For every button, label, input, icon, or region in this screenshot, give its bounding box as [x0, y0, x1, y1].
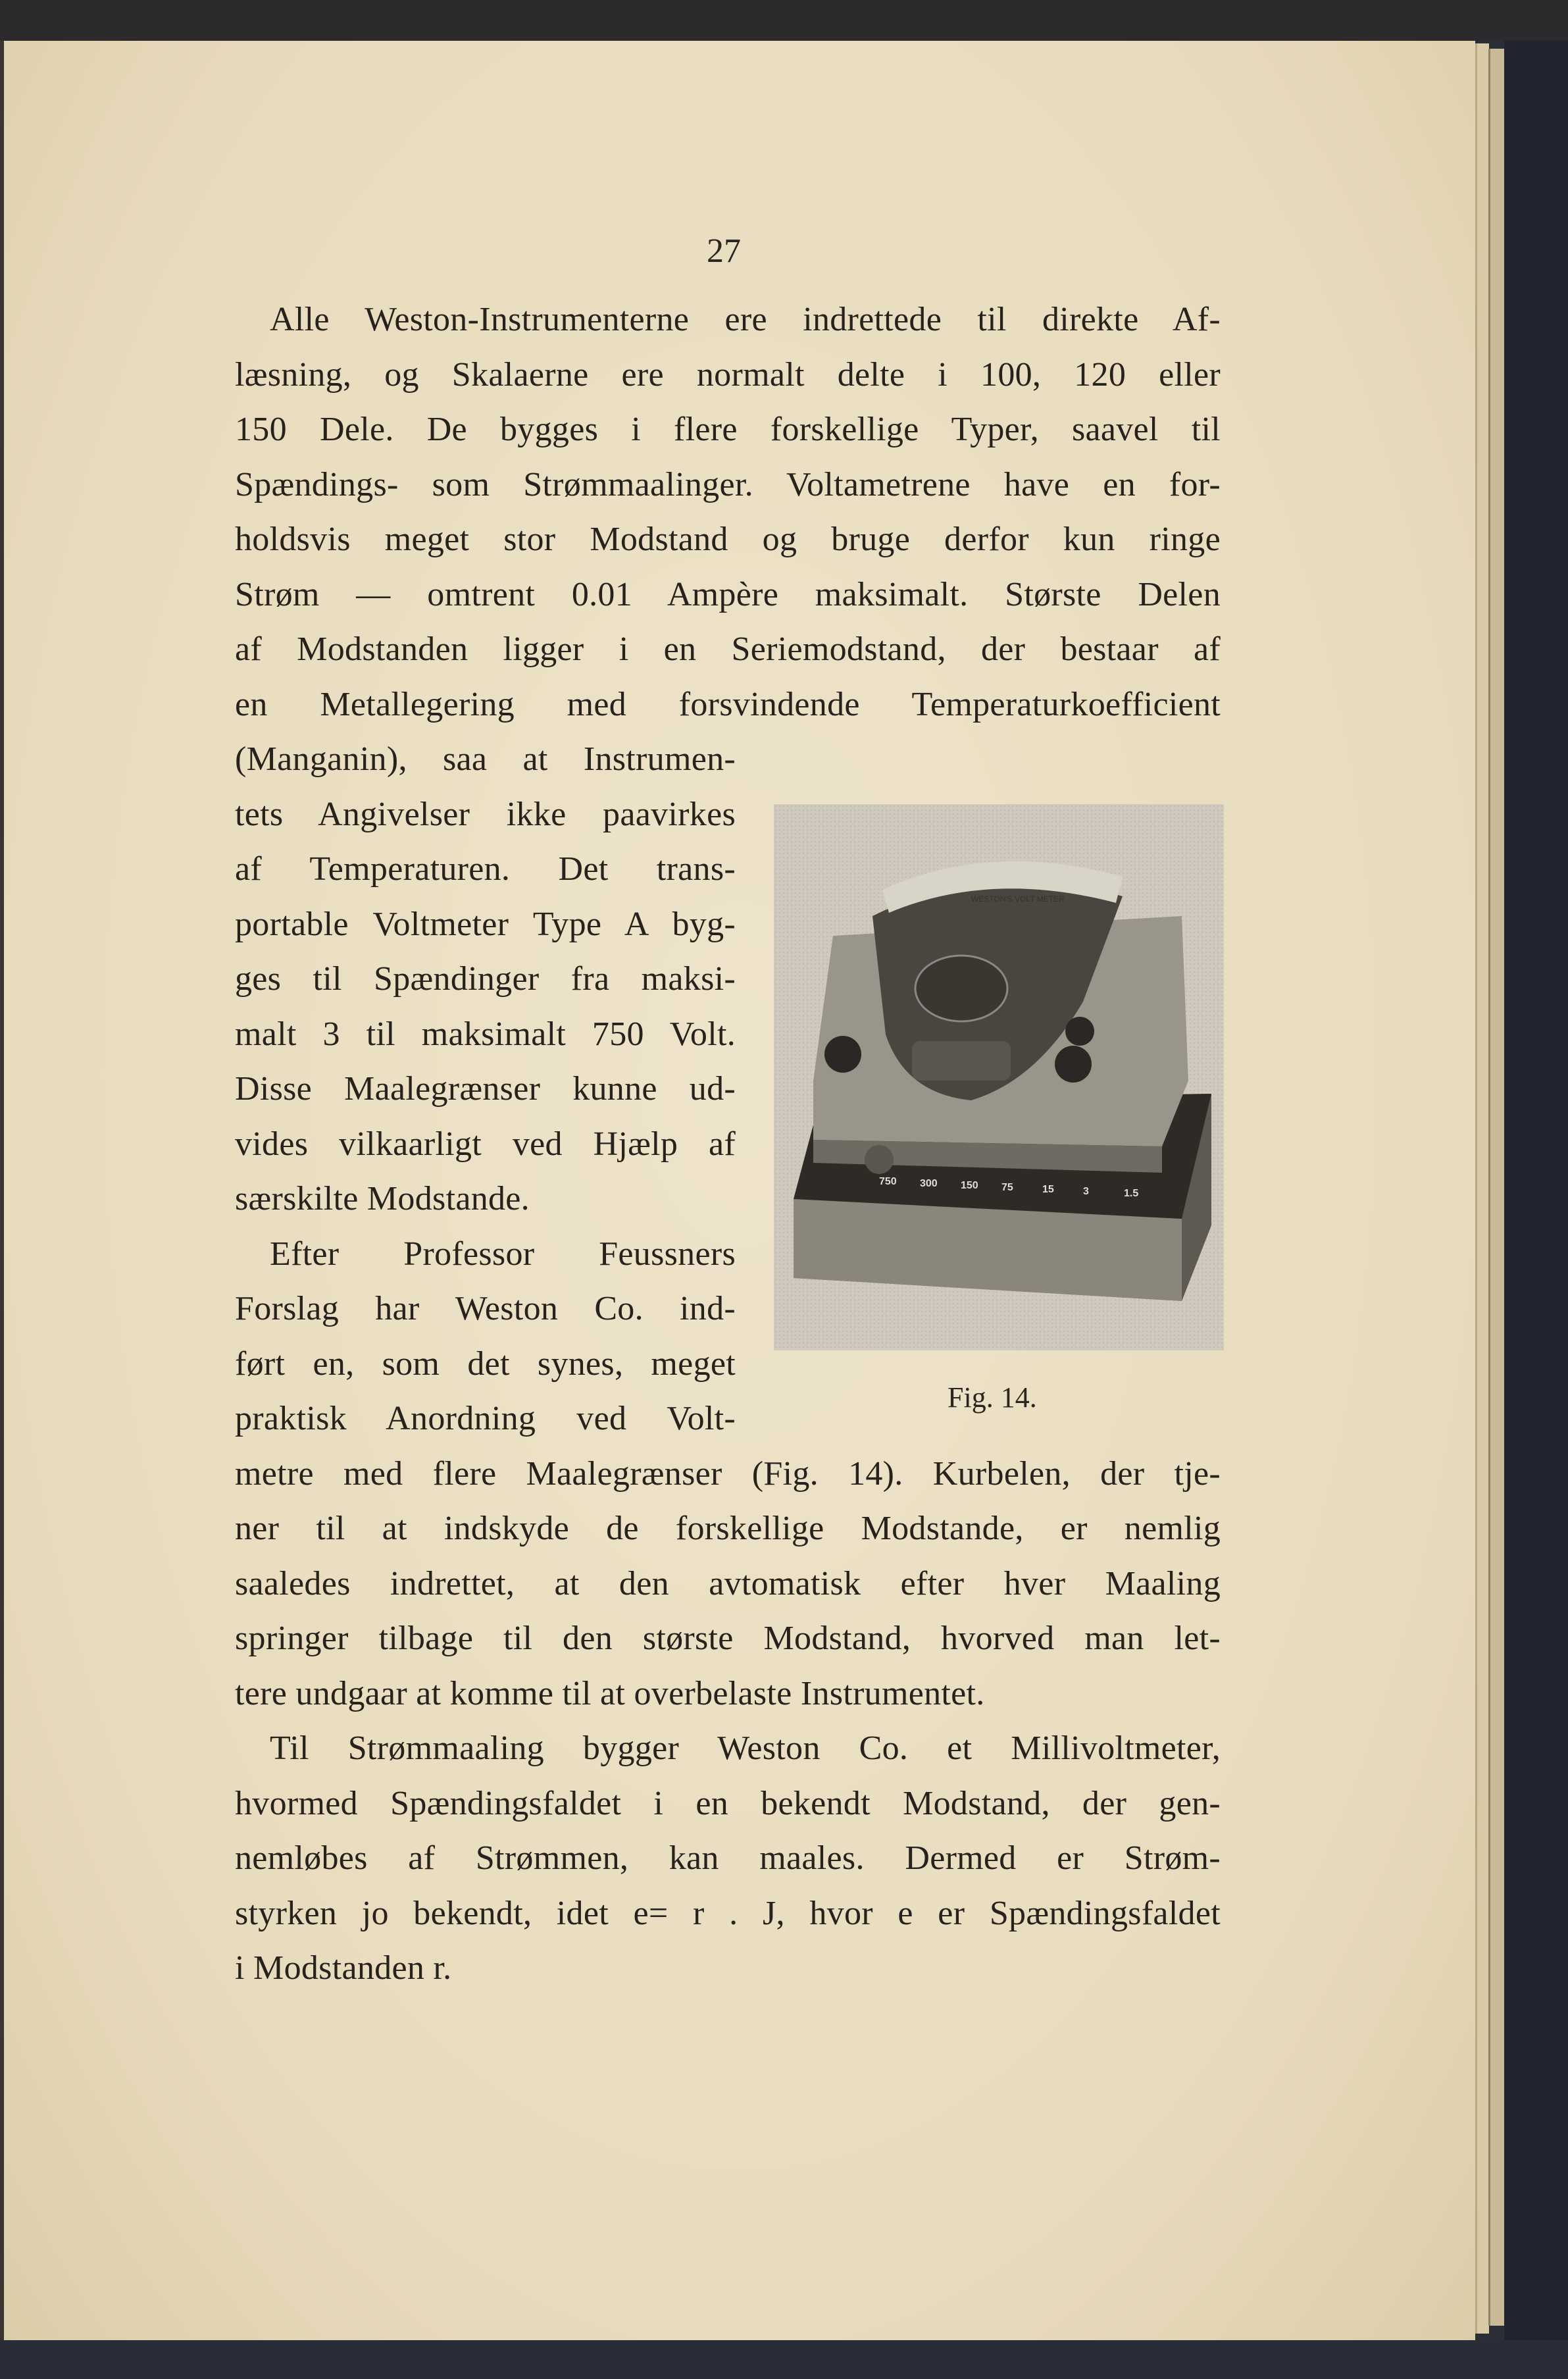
text-line: i Modstanden r. — [235, 1949, 452, 1987]
text-line: af Modstanden ligger i en Seriemodstand, der bestaar af — [235, 630, 1221, 668]
terminal — [824, 1036, 861, 1073]
text-line: metre med flere Maalegrænser (Fig. 14). Kurbelen, der tje- — [235, 1454, 1221, 1493]
text-line: Disse Maalegrænser kunne ud- — [235, 1070, 736, 1108]
scan-border-top — [0, 0, 1568, 41]
scan-border-bottom — [0, 2340, 1568, 2379]
text-line: vides vilkaarligt ved Hjælp af — [235, 1125, 736, 1163]
range-label: 150 — [961, 1180, 978, 1191]
text-line: ner til at indskyde de forskellige Modstande, er nemlig — [235, 1510, 1221, 1547]
text-line: særskilte Modstande. — [235, 1180, 530, 1217]
text-line: portable Voltmeter Type A byg- — [235, 905, 736, 943]
book-cover — [1504, 0, 1568, 2379]
text-line: Spændings- som Strømmaalinger. Voltametrene have en for- — [235, 465, 1221, 503]
text-line: holdsvis meget stor Modstand og bruge derfor kun ringe — [235, 521, 1221, 558]
range-label: 75 — [1001, 1182, 1013, 1193]
text-line: tere undgaar at komme til at overbelaste Instrumentet. — [235, 1674, 985, 1712]
crank-knob — [865, 1145, 894, 1174]
figure-caption: Fig. 14. — [948, 1381, 1037, 1414]
name-plate — [912, 1041, 1011, 1081]
text-line: Strøm — omtrent 0.01 Ampère maksimalt. Største Delen — [235, 575, 1221, 613]
text-line: Efter Professor Feussners — [270, 1235, 736, 1273]
text-line: nemløbes af Strømmen, kan maales. Dermed er Strøm- — [235, 1839, 1221, 1877]
figure-voltmeter-photo — [774, 804, 1224, 1350]
range-label: 15 — [1042, 1184, 1054, 1195]
text-line: ført en, som det synes, meget — [235, 1344, 736, 1383]
meter-window — [915, 956, 1007, 1021]
text-line: Til Strømmaaling bygger Weston Co. et Millivoltmeter, — [270, 1729, 1221, 1767]
range-label: 750 — [879, 1176, 897, 1187]
range-label: 1.5 — [1124, 1188, 1139, 1199]
dial-label: WESTON'S VOLT METER — [971, 894, 1065, 904]
text-line: hvormed Spændingsfaldet i en bekendt Modstand, der gen- — [235, 1784, 1221, 1822]
text-line: læsning, og Skalaerne ere normalt delte i 100, 120 eller — [235, 355, 1221, 394]
text-line: saaledes indrettet, at den avtomatisk efter hver Maaling — [235, 1564, 1221, 1602]
text-line: en Metallegering med forsvindende Temperaturkoefficient — [235, 685, 1221, 723]
text-line: Alle Weston-Instrumenterne ere indrettede til direkte Af- — [270, 301, 1221, 338]
text-line: af Temperaturen. Det trans- — [235, 850, 736, 888]
page-number: 27 — [707, 232, 741, 270]
text-line: styrken jo bekendt, idet e= r . J, hvor e er Spændingsfaldet — [235, 1894, 1221, 1932]
text-line: praktisk Anordning ved Volt- — [235, 1400, 736, 1437]
terminal — [1055, 1046, 1092, 1083]
text-line: ges til Spændinger fra maksi- — [235, 960, 736, 998]
text-line: tets Angivelser ikke paavirkes — [235, 795, 736, 833]
voltmeter-illustration — [774, 804, 1224, 1350]
range-label: 300 — [920, 1178, 938, 1189]
text-line: springer tilbage til den største Modstand, hvorved man let- — [235, 1620, 1221, 1657]
text-line: (Manganin), saa at Instrumen- — [235, 740, 736, 778]
text-line: malt 3 til maksimalt 750 Volt. — [235, 1015, 736, 1053]
range-label: 3 — [1083, 1186, 1089, 1197]
terminal — [1065, 1017, 1094, 1046]
text-line: Forslag har Weston Co. ind- — [235, 1290, 736, 1327]
page-stack-edge — [1488, 49, 1505, 2326]
text-line: 150 Dele. De bygges i flere forskellige Typer, saavel til — [235, 411, 1221, 448]
page-stack-edge — [1475, 43, 1489, 2334]
